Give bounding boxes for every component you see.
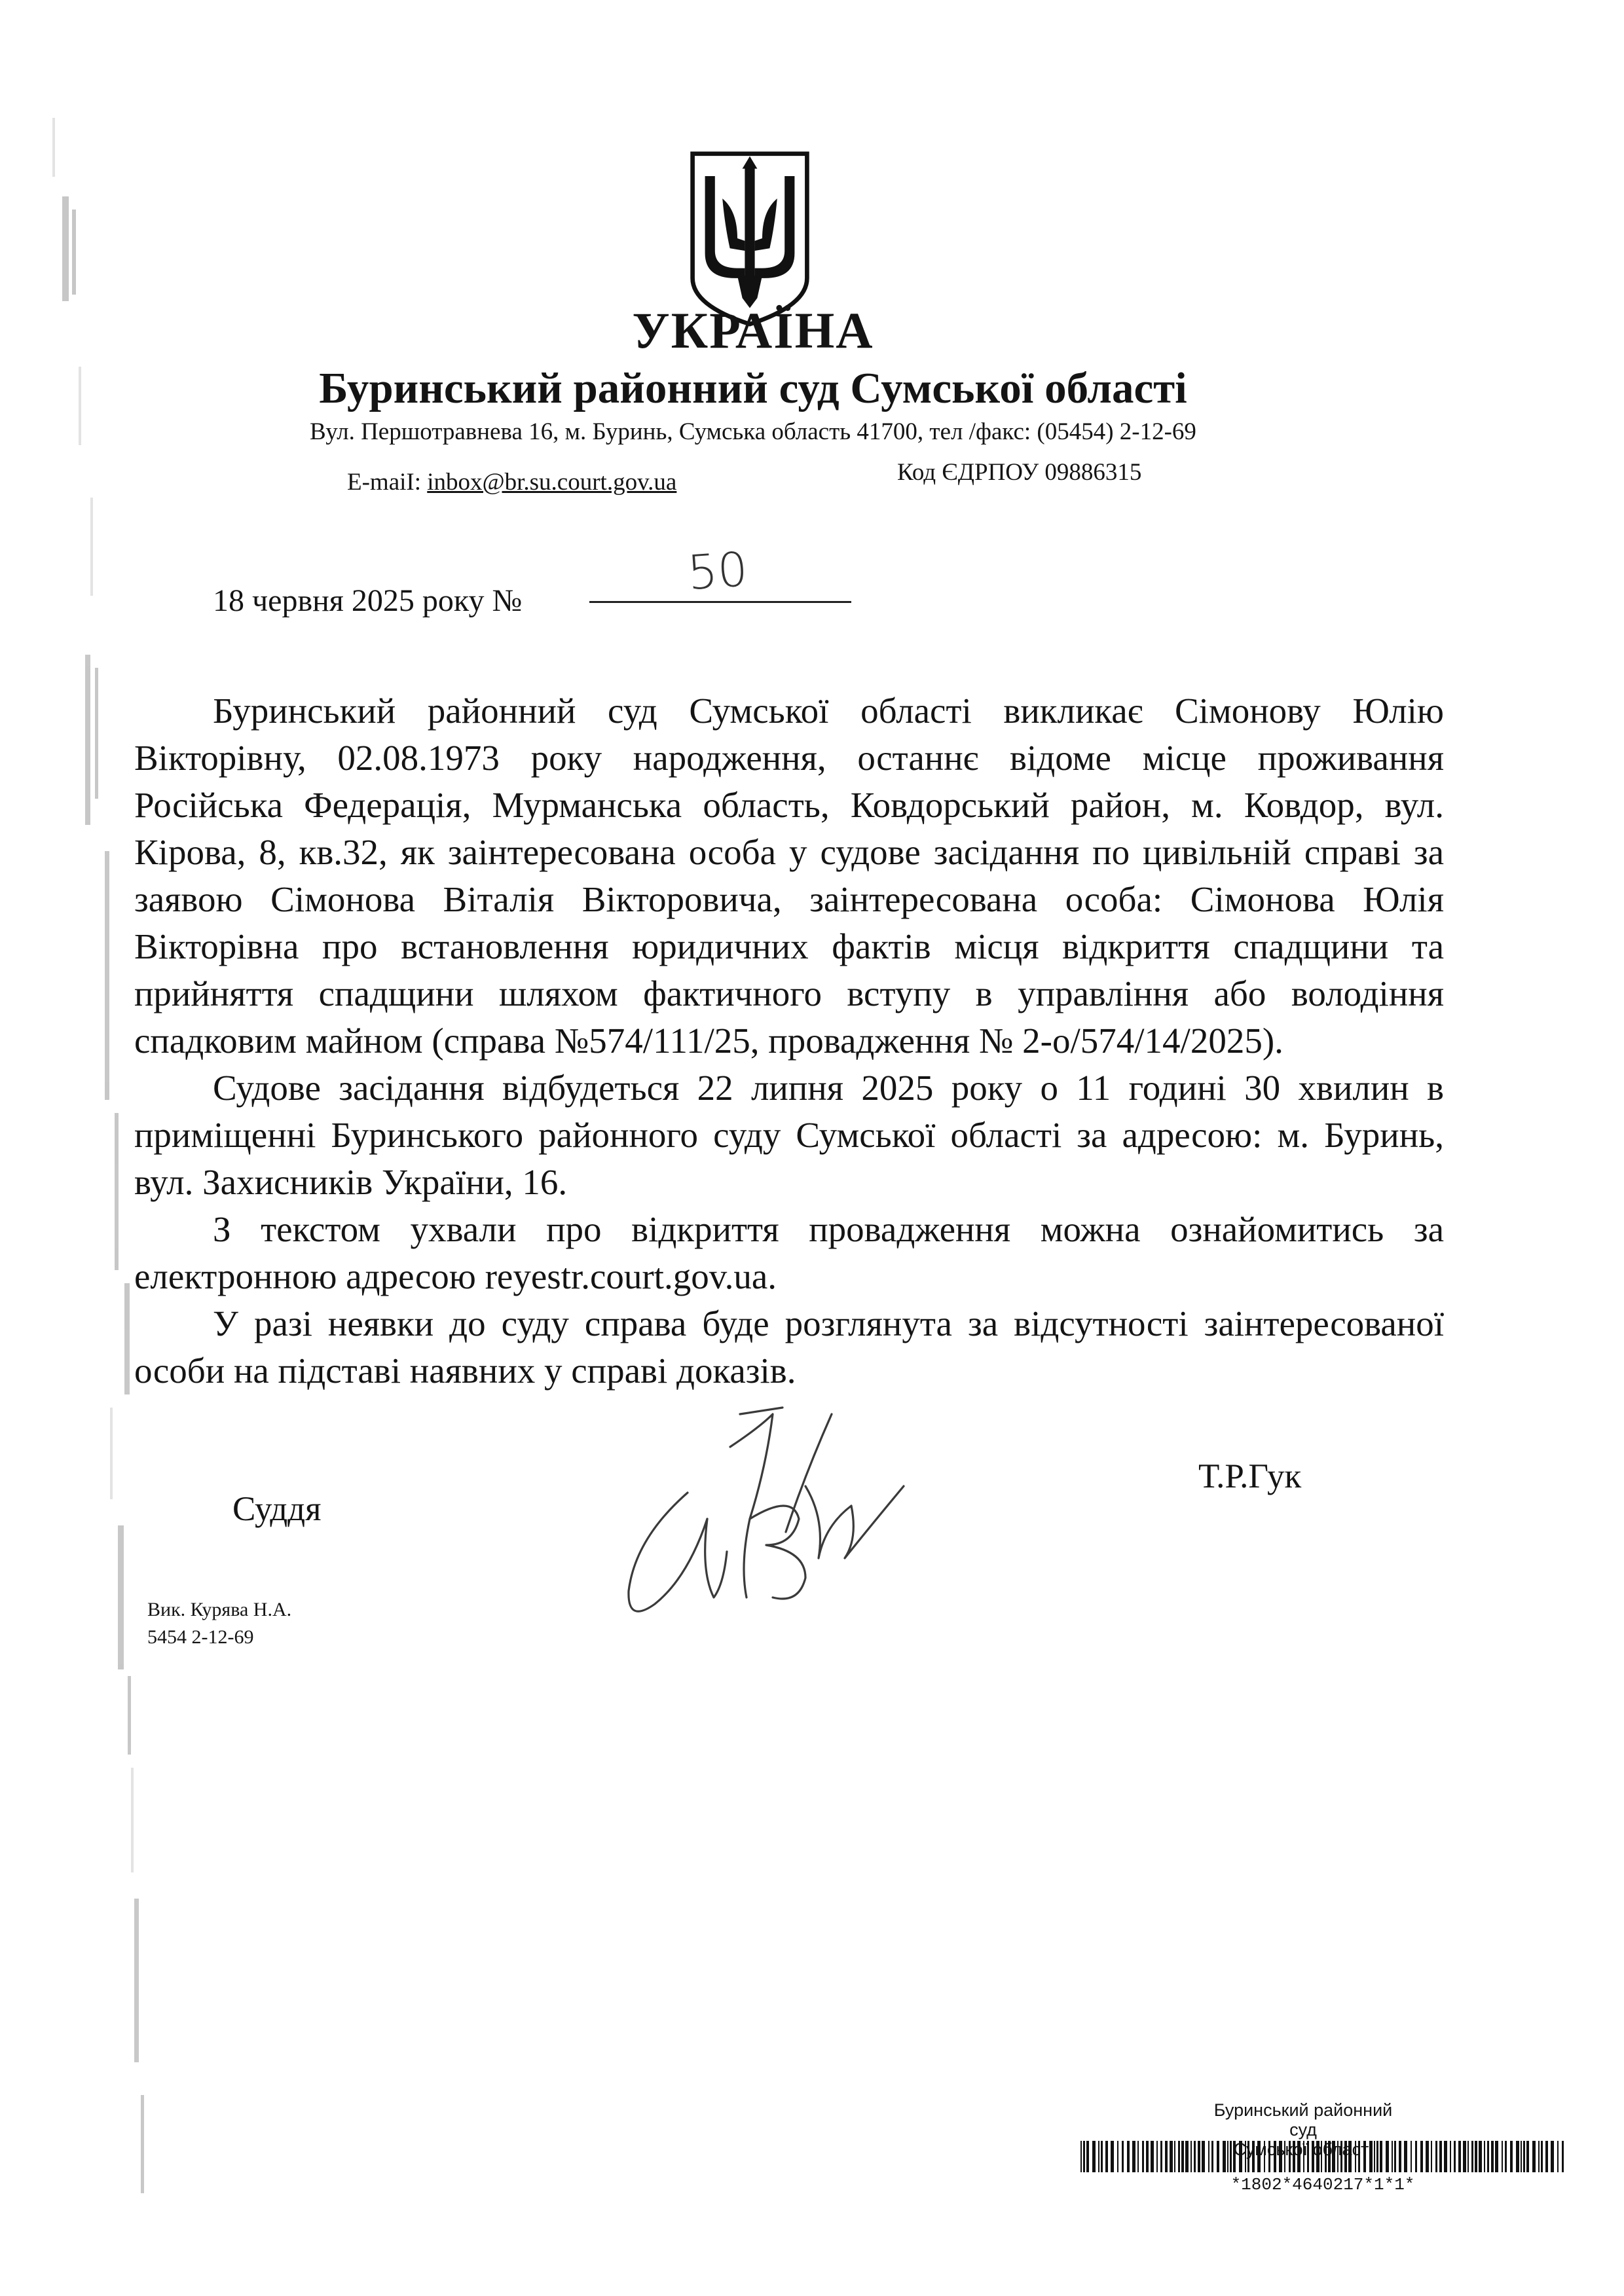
barcode-bar [1146, 2141, 1149, 2172]
barcode-bar [1208, 2141, 1209, 2172]
barcode-bar [1101, 2141, 1103, 2172]
barcode-bar [1303, 2141, 1304, 2172]
barcode-bar [1178, 2141, 1180, 2172]
barcode-bar [1247, 2141, 1249, 2172]
number-underline [589, 601, 851, 603]
email-line [347, 468, 676, 496]
edrpou-code: Код ЄДРПОУ 09886315 [897, 459, 1142, 486]
barcode-bar [1337, 2141, 1338, 2172]
barcode-bar [1521, 2141, 1522, 2172]
barcode-bar [1190, 2141, 1192, 2172]
barcode-bar [1435, 2141, 1437, 2172]
barcode-bar [1297, 2141, 1301, 2172]
barcode-bar [1551, 2141, 1554, 2172]
barcode-bar [1431, 2141, 1432, 2172]
barcode-bar [1444, 2141, 1447, 2172]
performer-info [147, 1596, 291, 1651]
judge-role: Суддя [232, 1490, 322, 1528]
barcode-bar [1340, 2141, 1342, 2172]
barcode-bar [1111, 2141, 1114, 2172]
body-paragraph-4: У разі неявки до суду справа буде розглянута за відсутності заінтересованої особи на підставі наявних у справі доказів. [134, 1303, 1444, 1391]
barcode-bar [1257, 2141, 1261, 2172]
barcode-bar [1458, 2141, 1461, 2172]
barcode-bar [1463, 2141, 1466, 2172]
barcode-bar [1426, 2141, 1429, 2172]
barcode-bar [1307, 2141, 1309, 2172]
barcode-bar [1122, 2141, 1124, 2172]
stamp-court-line-1: Буринський районний суд [1213, 2100, 1393, 2140]
barcode-bar [1312, 2141, 1314, 2172]
barcode-bar [1491, 2141, 1494, 2172]
barcode-bar [1098, 2141, 1099, 2172]
barcode-bar [1086, 2141, 1089, 2172]
barcode-bar [1380, 2141, 1382, 2172]
barcode-text: *1802*4640217*1*1* [1230, 2175, 1415, 2195]
body-paragraph-1: Буринський районний суд Сумської області викликає Сімонову Юлію Вікторівну, 02.08.1973 року народження, останнє відоме місце проживання Російська Федерація, Мурманська область, Ковдорський район, м. Ковдор, вул. Кірова, 8, кв.32, як заінтересована особа у судове засідання по цивільній справі за заявою Сімонова Віталія Вікторовича, заінтересована особа: Сімонова Юлія Вікторівна про встановлення юридичних фактів місця відкриття спадщини та прийняття спадщини шляхом фактичного вступу в управління або володіння спадковим майном (справа №574/111/25, провадження № 2-о/574/14/2025). [134, 691, 1444, 1061]
barcode-bar [1117, 2141, 1118, 2172]
barcode-bar [1233, 2141, 1236, 2172]
barcode-bar [1355, 2141, 1356, 2172]
letter-number-handwritten: 50 [686, 541, 750, 601]
barcode-bar [1467, 2141, 1469, 2172]
barcode-bar [1505, 2141, 1507, 2172]
barcode-bar [1268, 2141, 1270, 2172]
barcode-bar [1151, 2141, 1154, 2172]
barcode-bar [1217, 2141, 1219, 2172]
barcode-bar [1279, 2141, 1282, 2172]
barcode-bar [1211, 2141, 1213, 2172]
letter-date: 18 червня 2025 року № [213, 583, 523, 618]
barcode-bar [1160, 2141, 1162, 2172]
barcode-bar [1105, 2141, 1108, 2172]
barcode-bar [1127, 2141, 1130, 2172]
email-link[interactable]: inbox@br.su.court.gov.ua [427, 469, 677, 496]
barcode-bar [1439, 2141, 1442, 2172]
court-name: Буринський районний суд Сумської області [319, 364, 1187, 412]
barcode-bar [1344, 2141, 1347, 2172]
letter-body [134, 687, 1444, 1394]
barcode-bar [1415, 2141, 1417, 2172]
barcode-bar [1165, 2141, 1168, 2172]
barcode-bar [1230, 2141, 1232, 2172]
barcode-bar [1170, 2141, 1173, 2172]
body-paragraph-3: З текстом ухвали про відкриття провадження можна ознайомитись за електронною адресою reyestr.court.gov.ua. [134, 1209, 1444, 1296]
barcode-bar [1252, 2141, 1255, 2172]
barcode-bar [1374, 2141, 1375, 2172]
barcode-bar [1348, 2141, 1352, 2172]
barcode-bar [1328, 2141, 1331, 2172]
barcode-bar [1181, 2141, 1184, 2172]
barcode [1080, 2141, 1565, 2172]
barcode-bar [1392, 2141, 1393, 2172]
barcode-bar [1174, 2141, 1175, 2172]
barcode-bar [1411, 2141, 1412, 2172]
barcode-bar [1316, 2141, 1320, 2172]
barcode-bar [1516, 2141, 1519, 2172]
barcode-bar [1156, 2141, 1158, 2172]
email-label: E-maiI: [347, 469, 422, 496]
performer-phone: 5454 2-12-69 [147, 1626, 254, 1648]
barcode-bar [1562, 2141, 1564, 2172]
barcode-bar [1293, 2141, 1295, 2172]
barcode-bar [1080, 2141, 1082, 2172]
barcode-bar [1363, 2141, 1366, 2172]
performer-name: Вик. Курява Н.А. [147, 1599, 292, 1620]
handwritten-signature [609, 1388, 950, 1643]
barcode-bar [1227, 2141, 1228, 2172]
barcode-bar [1454, 2141, 1456, 2172]
barcode-bar [1332, 2141, 1335, 2172]
barcode-bar [1541, 2141, 1543, 2172]
barcode-bar [1137, 2141, 1139, 2172]
barcode-bar [1399, 2141, 1401, 2172]
barcode-bar [1289, 2141, 1291, 2172]
barcode-bar [1545, 2141, 1548, 2172]
body-paragraph-2: Судове засідання відбудеться 22 липня 2025 року о 11 годині 30 хвилин в приміщенні Буринського районного суду Сумської області за адресою: м. Буринь, вул. Захисників України, 16. [134, 1068, 1444, 1202]
barcode-bar [1394, 2141, 1396, 2172]
barcode-bar [1532, 2141, 1536, 2172]
barcode-bar [1420, 2141, 1423, 2172]
barcode-bar [1450, 2141, 1451, 2172]
barcode-bar [1538, 2141, 1540, 2172]
judge-name: Т.Р.Гук [1198, 1457, 1302, 1495]
barcode-bar [1479, 2141, 1482, 2172]
barcode-bar [1274, 2141, 1276, 2172]
barcode-bar [1510, 2141, 1513, 2172]
barcode-bar [1321, 2141, 1322, 2172]
barcode-bar [1487, 2141, 1489, 2172]
barcode-bar [1369, 2141, 1373, 2172]
barcode-bar [1484, 2141, 1485, 2172]
barcode-bar [1245, 2141, 1246, 2172]
barcode-bar [1223, 2141, 1226, 2172]
barcode-bar [1083, 2141, 1085, 2172]
barcode-bar [1202, 2141, 1205, 2172]
barcode-bar [1092, 2141, 1096, 2172]
barcode-bar [1475, 2141, 1477, 2172]
barcode-bar [1523, 2141, 1525, 2172]
barcode-bar [1264, 2141, 1265, 2172]
barcode-bar [1358, 2141, 1360, 2172]
barcode-bar [1185, 2141, 1189, 2172]
barcode-bar [1495, 2141, 1498, 2172]
barcode-bar [1386, 2141, 1389, 2172]
barcode-bar [1404, 2141, 1407, 2172]
barcode-bar [1376, 2141, 1378, 2172]
barcode-bar [1526, 2141, 1529, 2172]
barcode-bar [1325, 2141, 1327, 2172]
barcode-bar [1557, 2141, 1559, 2172]
barcode-bar [1502, 2141, 1503, 2172]
country-title: УКРАЇНА [632, 302, 874, 359]
barcode-bar [1239, 2141, 1242, 2172]
barcode-bar [1471, 2141, 1473, 2172]
barcode-bar [1194, 2141, 1196, 2172]
court-address: Вул. Першотравнева 16, м. Буринь, Сумська область 41700, тел /факс: (05454) 2-12-69 [310, 418, 1196, 445]
barcode-bar [1132, 2141, 1135, 2172]
barcode-bar [1142, 2141, 1144, 2172]
stamp-court-line-2: Сумської області [1233, 2140, 1373, 2159]
barcode-bar [1198, 2141, 1200, 2172]
barcode-bar [1284, 2141, 1285, 2172]
